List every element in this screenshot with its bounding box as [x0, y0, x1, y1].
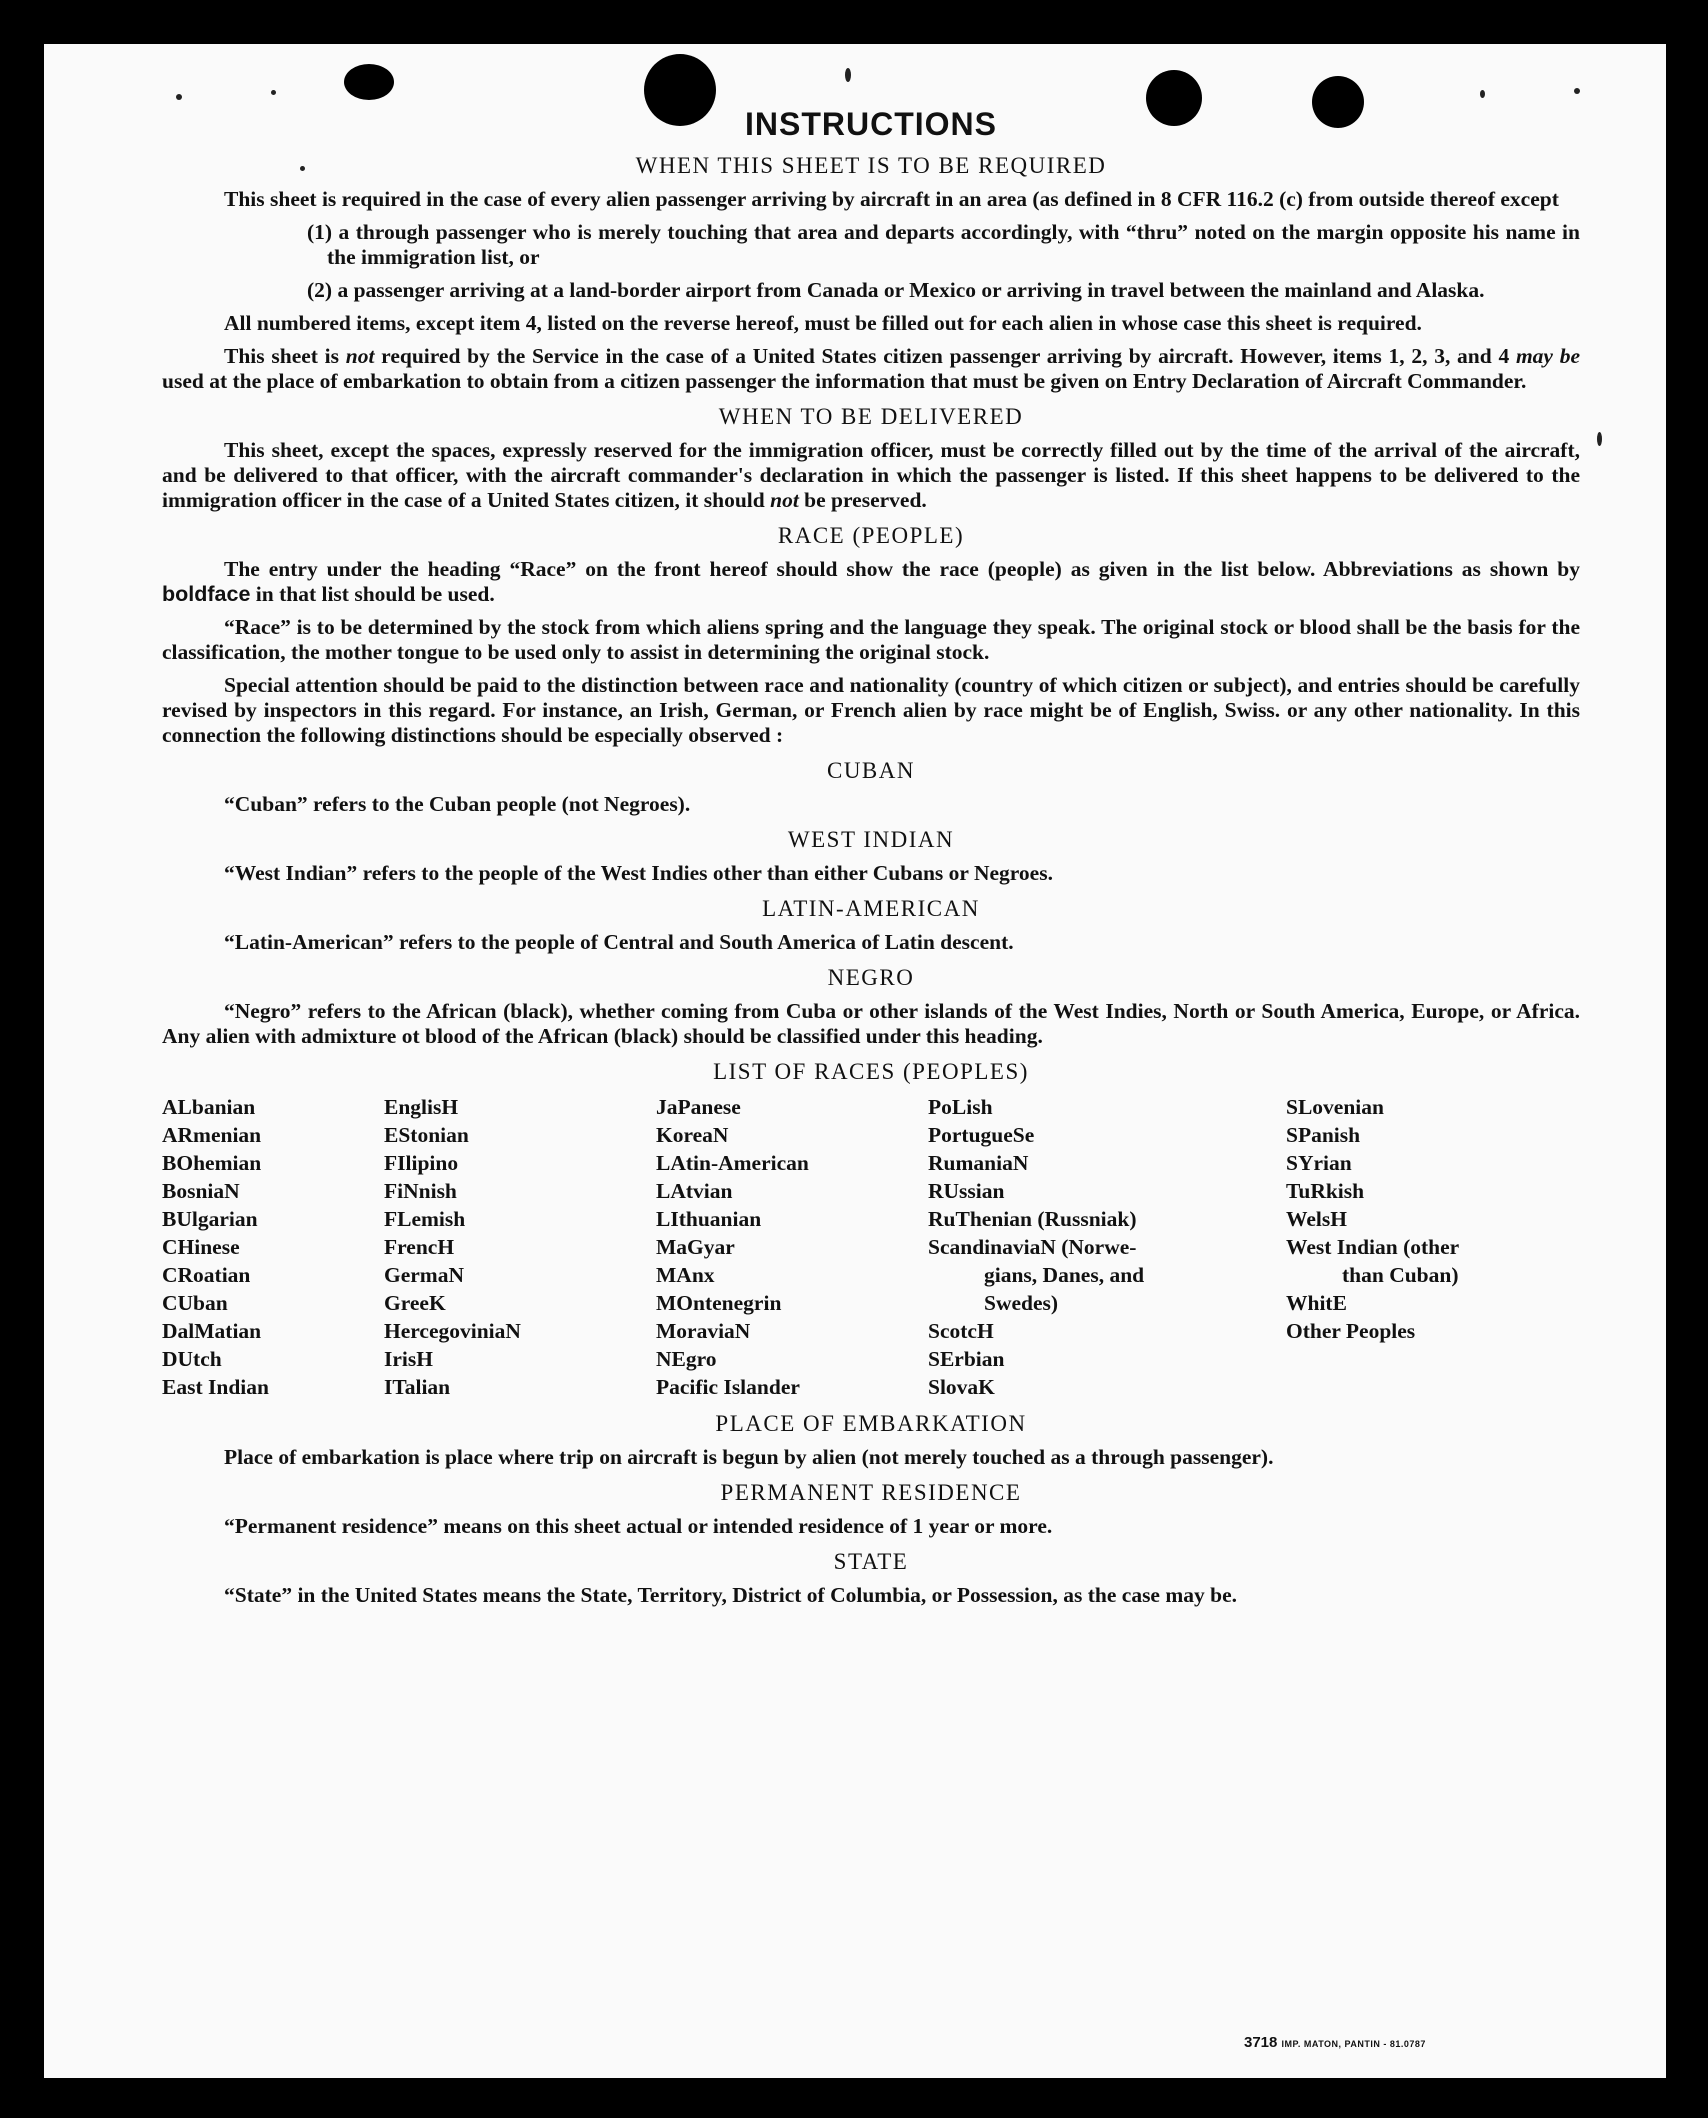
text-run: The entry under the heading “Race” on the front hereof should show the race (people) as given in the list below. Abbreviations as shown by — [224, 557, 1580, 581]
race-item: WhitE — [1286, 1291, 1347, 1315]
race-item: JaPanese — [656, 1095, 741, 1119]
speck — [176, 94, 182, 100]
race-item: SlovaK — [928, 1375, 995, 1399]
race-item: ScandinaviaN (Norwe- — [928, 1235, 1137, 1259]
race-item: ITalian — [384, 1375, 451, 1399]
printer-name: IMP. MATON, PANTIN - 81.0787 — [1281, 2039, 1426, 2049]
section-heading: NEGRO — [827, 965, 915, 990]
race-item: CUban — [162, 1291, 228, 1315]
race-item: FiNnish — [384, 1179, 457, 1203]
race-item: LIthuanian — [656, 1207, 762, 1231]
race-item: DalMatian — [162, 1319, 262, 1343]
section-heading: PERMANENT RESIDENCE — [720, 1480, 1022, 1505]
race-item: ALbanian — [162, 1095, 256, 1119]
section-heading: LIST OF RACES (PEOPLES) — [713, 1059, 1029, 1084]
punch-hole — [344, 64, 394, 100]
paragraph — [162, 344, 1580, 394]
race-item: EStonian — [384, 1123, 469, 1147]
race-column — [928, 1093, 1286, 1401]
race-item: SLovenian — [1286, 1095, 1384, 1119]
race-item: HercegoviniaN — [384, 1319, 521, 1343]
race-item: RumaniaN — [928, 1151, 1029, 1175]
race-item: RUssian — [928, 1179, 1005, 1203]
paragraph — [162, 557, 1580, 607]
race-column — [656, 1093, 928, 1401]
text-run: in that list should be used. — [250, 582, 495, 606]
race-item: WelsH — [1286, 1207, 1347, 1231]
paragraph: “Race” is to be determined by the stock from which aliens spring and the language they speak. The original stock or blood shall be the basis for the classification, the mother tongue to be used only to assist in determining the original stock. — [162, 615, 1580, 664]
race-item: LAtvian — [656, 1179, 733, 1203]
race-item: NEgro — [656, 1347, 717, 1371]
section-heading: LATIN-AMERICAN — [762, 896, 980, 921]
race-item: SYrian — [1286, 1151, 1352, 1175]
race-item: RuThenian (Russniak) — [928, 1207, 1137, 1231]
race-item: PortugueSe — [928, 1123, 1035, 1147]
list-item: (1) a through passenger who is merely touching that area and departs accordingly, with “thru” noted on the margin opposite his name in the immigration list, or — [307, 220, 1580, 269]
race-item: East Indian — [162, 1375, 269, 1399]
race-item: KoreaN — [656, 1123, 729, 1147]
race-item: West Indian (other — [1286, 1235, 1460, 1259]
paragraph — [162, 438, 1580, 513]
race-item: LAtin-American — [656, 1151, 809, 1175]
text-run: This sheet, except the spaces, expressly reserved for the immigration officer, must be correctly filled out by the time of the arrival of the aircraft, and be delivered to that officer, with the aircraft commander's declaration in which the passenger is listed. If this sheet happens to be delivered to the immigration officer in the case of a United States citizen, it should — [162, 438, 1580, 512]
race-item-continuation: gians, Danes, and — [984, 1263, 1145, 1287]
race-item: ARmenian — [162, 1123, 262, 1147]
race-item: FLemish — [384, 1207, 466, 1231]
section-heading: WEST INDIAN — [787, 827, 955, 852]
race-item: SErbian — [928, 1347, 1005, 1371]
race-item: CHinese — [162, 1235, 240, 1259]
speck — [1574, 88, 1580, 94]
section-heading: STATE — [833, 1549, 909, 1574]
race-item: Other Peoples — [1286, 1319, 1416, 1343]
race-item: GermaN — [384, 1263, 464, 1287]
race-item-continuation: Swedes) — [984, 1291, 1059, 1315]
paragraph: “West Indian” refers to the people of the West Indies other than either Cubans or Negroes. — [224, 861, 1053, 885]
page-title: INSTRUCTIONS — [745, 106, 997, 142]
document-page — [44, 44, 1666, 2078]
form-number: 3718 — [1244, 2034, 1278, 2051]
race-item: Pacific Islander — [656, 1375, 800, 1399]
race-item: TuRkish — [1286, 1179, 1365, 1203]
paragraph: Special attention should be paid to the distinction between race and nationality (country of which citizen or subject), and entries should be carefully revised by inspectors in this regard. For instance, an Irish, German, or French alien by race might be of English, Swiss. or any other nationality. In this connection the following distinctions should be especially observed : — [162, 673, 1580, 747]
section-heading: WHEN THIS SHEET IS TO BE REQUIRED — [635, 153, 1107, 178]
text-run: required by the Service in the case of a United States citizen passenger arriving by aircraft. However, items 1, 2, 3, and 4 — [374, 344, 1516, 368]
speck — [1597, 432, 1602, 446]
emphasis-not: not — [345, 344, 375, 368]
list-item: (2) a passenger arriving at a land-border airport from Canada or Mexico or arriving in travel between the mainland and Alaska. — [307, 278, 1485, 302]
emphasis-may-be: may be — [1515, 344, 1580, 368]
race-item: IrisH — [384, 1347, 433, 1371]
race-list — [162, 1093, 1580, 1401]
race-item: MOntenegrin — [656, 1291, 782, 1315]
paragraph: “State” in the United States means the State, Territory, District of Columbia, or Possession, as the case may be. — [224, 1583, 1238, 1607]
race-item: EnglisH — [384, 1095, 459, 1119]
race-item: ScotcH — [928, 1319, 994, 1343]
race-item: BosniaN — [162, 1179, 240, 1203]
paragraph: “Latin-American” refers to the people of Central and South America of Latin descent. — [224, 930, 1014, 954]
speck — [1480, 90, 1485, 98]
emphasis-not: not — [770, 488, 799, 512]
paragraph: “Permanent residence” means on this sheet actual or intended residence of 1 year or more. — [224, 1514, 1053, 1538]
race-item: MoraviaN — [656, 1319, 751, 1343]
instructions-content — [162, 106, 1580, 1616]
race-column — [384, 1093, 656, 1401]
paragraph: This sheet is required in the case of every alien passenger arriving by aircraft in an area (as defined in 8 CFR 116.2 (c) from outside thereof except — [224, 187, 1559, 211]
text-run: used at the place of embarkation to obtain from a citizen passenger the information that must be given on Entry Declaration of Aircraft Commander. — [162, 369, 1527, 393]
text-run: be preserved. — [798, 488, 927, 512]
race-column — [162, 1093, 384, 1401]
section-heading: RACE (PEOPLE) — [777, 523, 965, 548]
race-item: FIlipino — [384, 1151, 459, 1175]
paragraph: All numbered items, except item 4, listed on the reverse hereof, must be filled out for each alien in whose case this sheet is required. — [224, 311, 1422, 335]
race-item: MaGyar — [656, 1235, 735, 1259]
speck — [271, 90, 276, 95]
race-column — [1286, 1093, 1580, 1401]
race-item: GreeK — [384, 1291, 446, 1315]
speck — [845, 68, 851, 82]
race-item: BOhemian — [162, 1151, 262, 1175]
paragraph: Place of embarkation is place where trip on aircraft is begun by alien (not merely touched as a through passenger). — [224, 1445, 1274, 1469]
paragraph: “Cuban” refers to the Cuban people (not Negroes). — [224, 792, 691, 816]
race-item: PoLish — [928, 1095, 993, 1119]
text-run: This sheet is — [224, 344, 346, 368]
section-heading: CUBAN — [826, 758, 915, 783]
race-item-continuation: than Cuban) — [1342, 1263, 1459, 1287]
race-item: DUtch — [162, 1347, 222, 1371]
section-heading: PLACE OF EMBARKATION — [715, 1411, 1027, 1436]
race-item: SPanish — [1286, 1123, 1361, 1147]
race-item: FrencH — [384, 1235, 455, 1259]
race-item: CRoatian — [162, 1263, 251, 1287]
section-heading: WHEN TO BE DELIVERED — [718, 404, 1024, 429]
boldface-word: boldface — [162, 582, 251, 606]
print-imprint — [1244, 2034, 1426, 2051]
race-item: MAnx — [656, 1263, 715, 1287]
paragraph: “Negro” refers to the African (black), whether coming from Cuba or other islands of the West Indies, North or South America, Europe, or Africa. Any alien with admixture ot blood of the African (black) should be classified under this heading. — [162, 999, 1580, 1048]
race-item: BUlgarian — [162, 1207, 258, 1231]
